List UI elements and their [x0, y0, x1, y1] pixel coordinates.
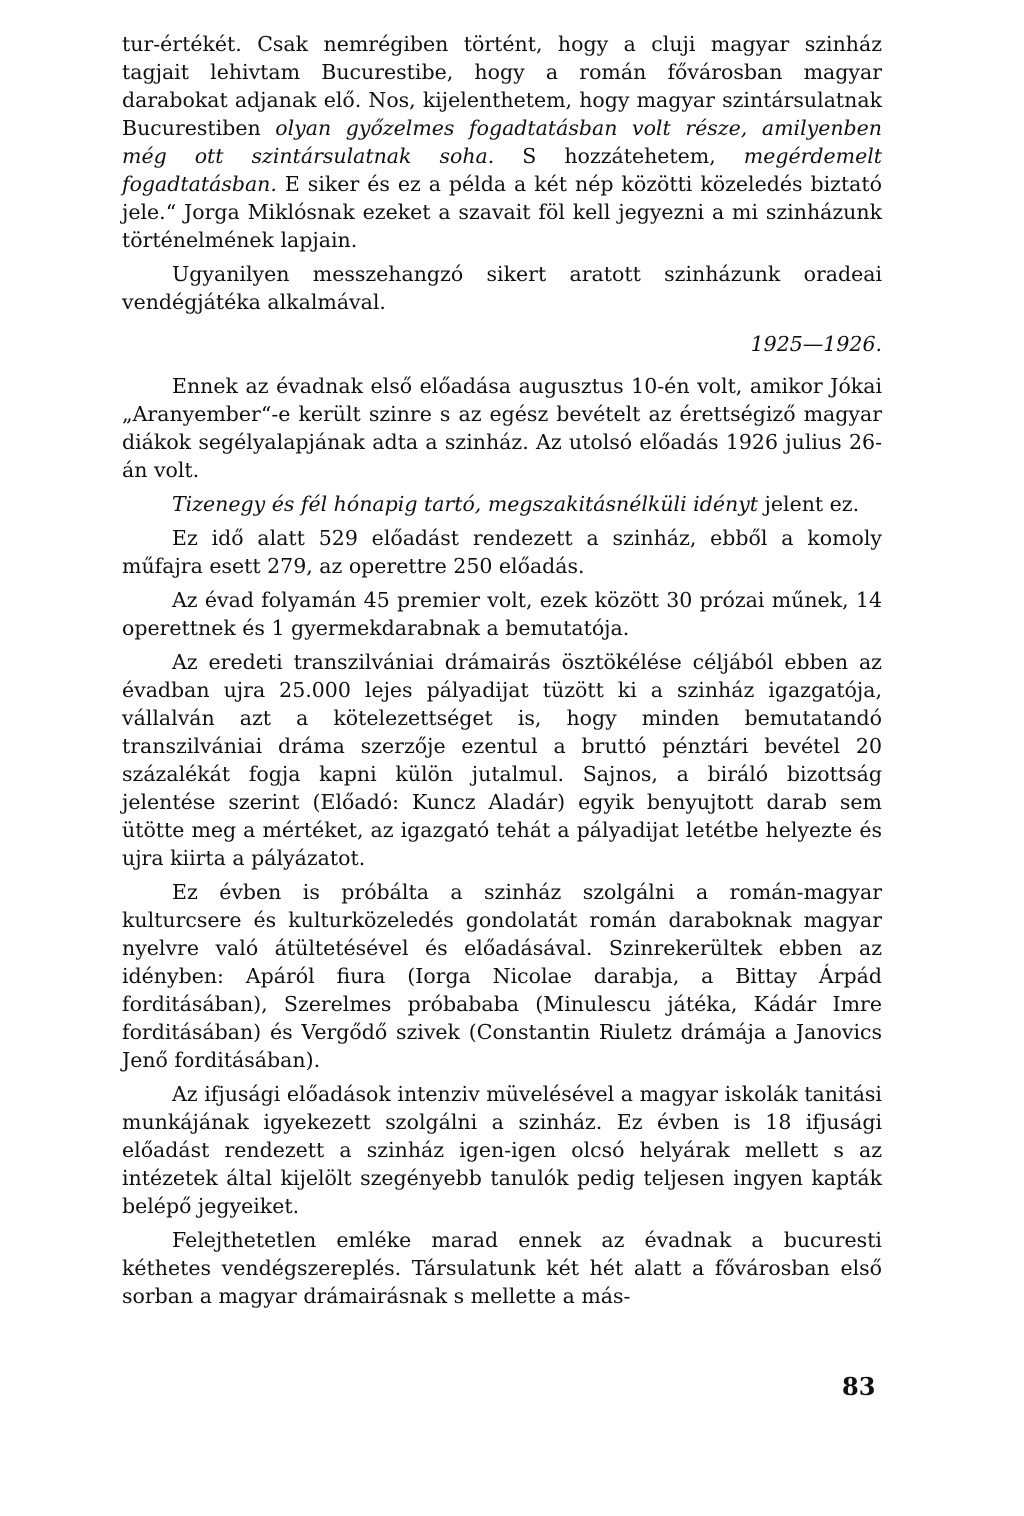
- paragraph: [122, 524, 882, 580]
- italic-text: megérdemelt fogadtatásban.: [122, 144, 882, 196]
- text-segment: Ez évben is próbálta a szinház szolgálni a román-magyar kulturcsere és kulturközeledés gondolatát román daraboknak magyar nyelvre való átültetésével és előadásával. Szinrekerültek ebben az idényben: Apáról fiura (Iorga Nicolae darabja, a Bittay Árpád forditásában), Szerelmes próbababa (Minulescu játéka, Kádár Imre forditásában) és Vergődő szivek (Constantin Riuletz drámája a Janovics Jenő forditásában).: [122, 880, 882, 1072]
- paragraph: [122, 1226, 882, 1310]
- paragraph-block-top: [122, 30, 882, 316]
- text-segment: Ugyanilyen messzehangzó sikert aratott szinházunk oradeai vendégjátéka alkalmával.: [122, 262, 882, 314]
- paragraph: [122, 260, 882, 316]
- text-segment: Ez idő alatt 529 előadást rendezett a szinház, ebből a komoly műfajra esett 279, az operettre 250 előadás.: [122, 526, 882, 578]
- text-segment: Ennek az évadnak első előadása augusztus 10-én volt, amikor Jókai „Aranyember“-e került szinre s az egész bevételt az érettségiző magyar diákok segélyalapjának adta a szinház. Az utolsó előadás 1926 julius 26-án volt.: [122, 374, 882, 482]
- paragraph: [122, 1080, 882, 1220]
- text-segment: jelent ez.: [758, 492, 860, 516]
- paragraph: [122, 648, 882, 872]
- page-body: [122, 30, 882, 1316]
- text-segment: Az eredeti transzilvániai drámairás ösztökélése céljából ebben az évadban ujra 25.000 lejes pályadijat tüzött ki a szinház igazgatója, vállalván azt a kötelezettséget is, hogy minden bemutatandó transzilvániai dráma szerzője ezentul a bruttó pénztári bevétel 20 százalékát fogja kapni külön jutalmul. Sajnos, a biráló bizottság jelentése szerint (Előadó: Kuncz Aladár) egyik benyujtott darab sem ütötte meg a mértéket, az igazgató tehát a pályadijat letétbe helyezte és ujra kiirta a pályázatot.: [122, 650, 882, 870]
- text-segment: Felejthetetlen emléke marad ennek az évadnak a bucuresti kéthetes vendégszereplés. Társulatunk két hét alatt a fővárosban első sorban a magyar drámairásnak s mellette a más-: [122, 1228, 882, 1308]
- text-segment: S hozzátehetem,: [494, 144, 744, 168]
- paragraph: [122, 490, 882, 518]
- page-number: 83: [842, 1372, 876, 1401]
- text-segment: Az ifjusági előadások intenziv müvelésével a magyar iskolák tanitási munkájának igyekezett szolgálni a szinház. Ez évben is 18 ifjusági előadást rendezett a szinház igen-igen olcsó helyárak mellett s az intézetek által kijelölt szegényebb tanulók pedig teljesen ingyen kapták belépő jegyeiket.: [122, 1082, 882, 1218]
- text-segment: E siker és ez a példa a két nép közötti közeledés biztató jele.“ Jorga Miklósnak ezeket a szavait föl kell jegyezni a mi szinházunk történelmének lapjain.: [122, 172, 882, 252]
- paragraph: [122, 878, 882, 1074]
- section-heading-season: 1925—1926.: [750, 332, 882, 356]
- paragraph: [122, 372, 882, 484]
- italic-text: Tizenegy és fél hónapig tartó, megszakitásnélküli idényt: [172, 492, 759, 516]
- paragraph: [122, 30, 882, 254]
- paragraph: [122, 586, 882, 642]
- paragraph-block-bottom: [122, 372, 882, 1310]
- text-segment: tur-értékét. Csak nemrégiben történt, hogy a cluji magyar szinház tagjait lehivtam Bucurestibe, hogy a román fővárosban magyar darabokat adjanak elő. Nos, kijelenthetem, hogy magyar szintársulatnak Bucurestiben: [122, 32, 882, 140]
- italic-text: olyan győzelmes fogadtatásban volt része, amilyenben még ott szintársulatnak soha.: [122, 116, 882, 168]
- text-segment: Az évad folyamán 45 premier volt, ezek között 30 prózai műnek, 14 operettnek és 1 gyermekdarabnak a bemutatója.: [122, 588, 882, 640]
